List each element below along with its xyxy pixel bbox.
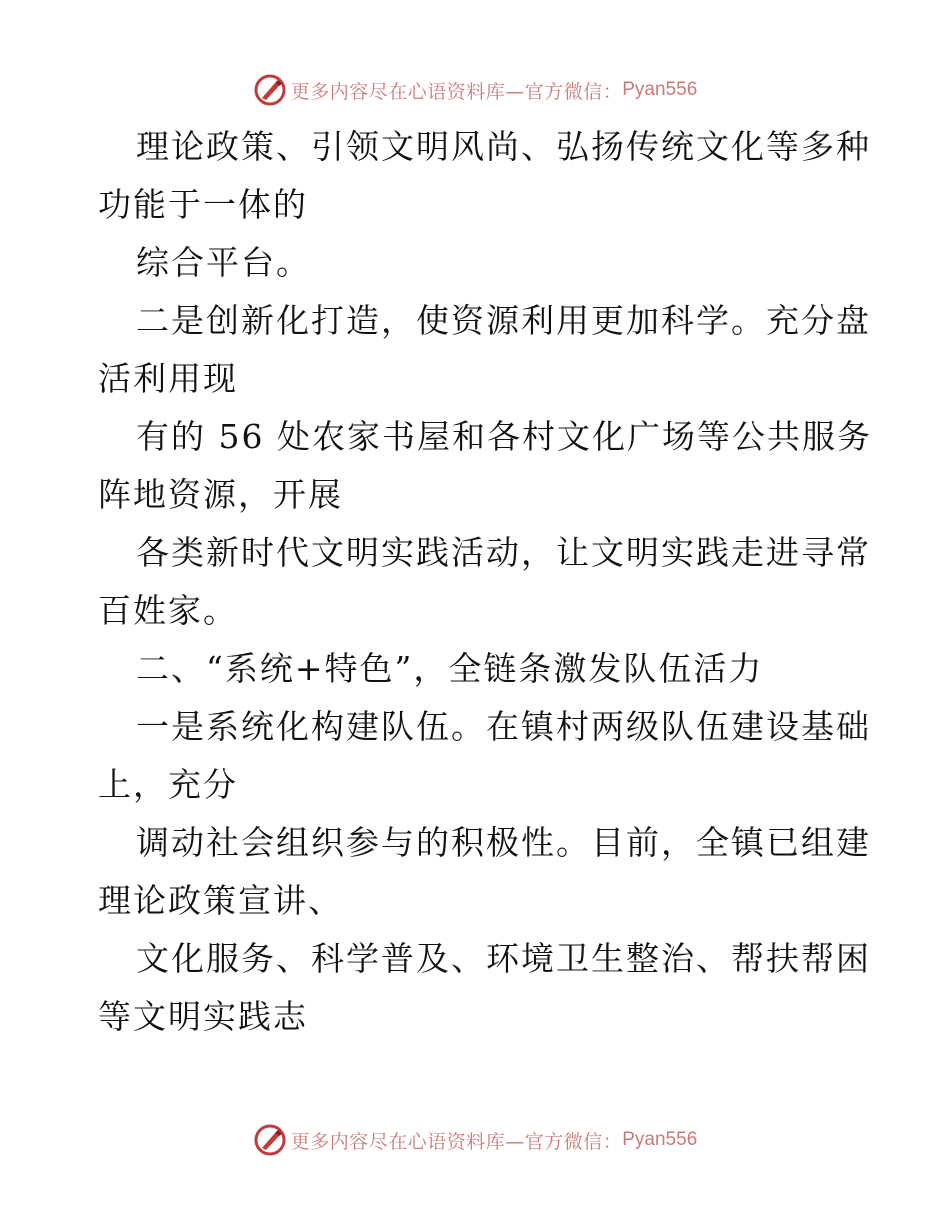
watermark-wechat-id: Pyan556 [622,1129,698,1150]
document-body [98,118,872,1046]
text-line: 理论政策宣讲、 [98,881,343,920]
text-line: 功能于一体的 [98,185,308,224]
text-line: 阵地资源，开展 [98,475,343,514]
pen-logo-icon [253,1123,287,1157]
footer-watermark [0,1122,950,1158]
text-line: 二是创新化打造，使资源利用更加科学。充分盘 [136,301,871,340]
pen-logo-icon [253,73,287,107]
text-line: 等文明实践志 [98,997,308,1036]
watermark-wechat-id: Pyan556 [622,79,698,100]
text-line: 百姓家。 [98,591,238,630]
text-line: 调动社会组织参与的积极性。目前，全镇已组建 [136,823,871,862]
text-line: 活利用现 [98,359,238,398]
section-heading: 二、“系统+特色”，全链条激发队伍活力 [136,649,764,688]
text-line: 综合平台。 [136,243,311,282]
watermark-text: 更多内容尽在心语资料库—官方微信： [290,80,623,103]
text-line: 上，充分 [98,765,238,804]
text-line: 理论政策、引领文明风尚、弘扬传统文化等多种 [136,127,871,166]
text-line: 各类新时代文明实践活动，让文明实践走进寻常 [136,533,871,572]
header-watermark [0,72,950,108]
watermark-text: 更多内容尽在心语资料库—官方微信： [290,1130,623,1153]
text-line: 一是系统化构建队伍。在镇村两级队伍建设基础 [136,707,871,746]
text-line: 有的 56 处农家书屋和各村文化广场等公共服务 [136,417,872,456]
text-line: 文化服务、科学普及、环境卫生整治、帮扶帮困 [136,939,871,978]
